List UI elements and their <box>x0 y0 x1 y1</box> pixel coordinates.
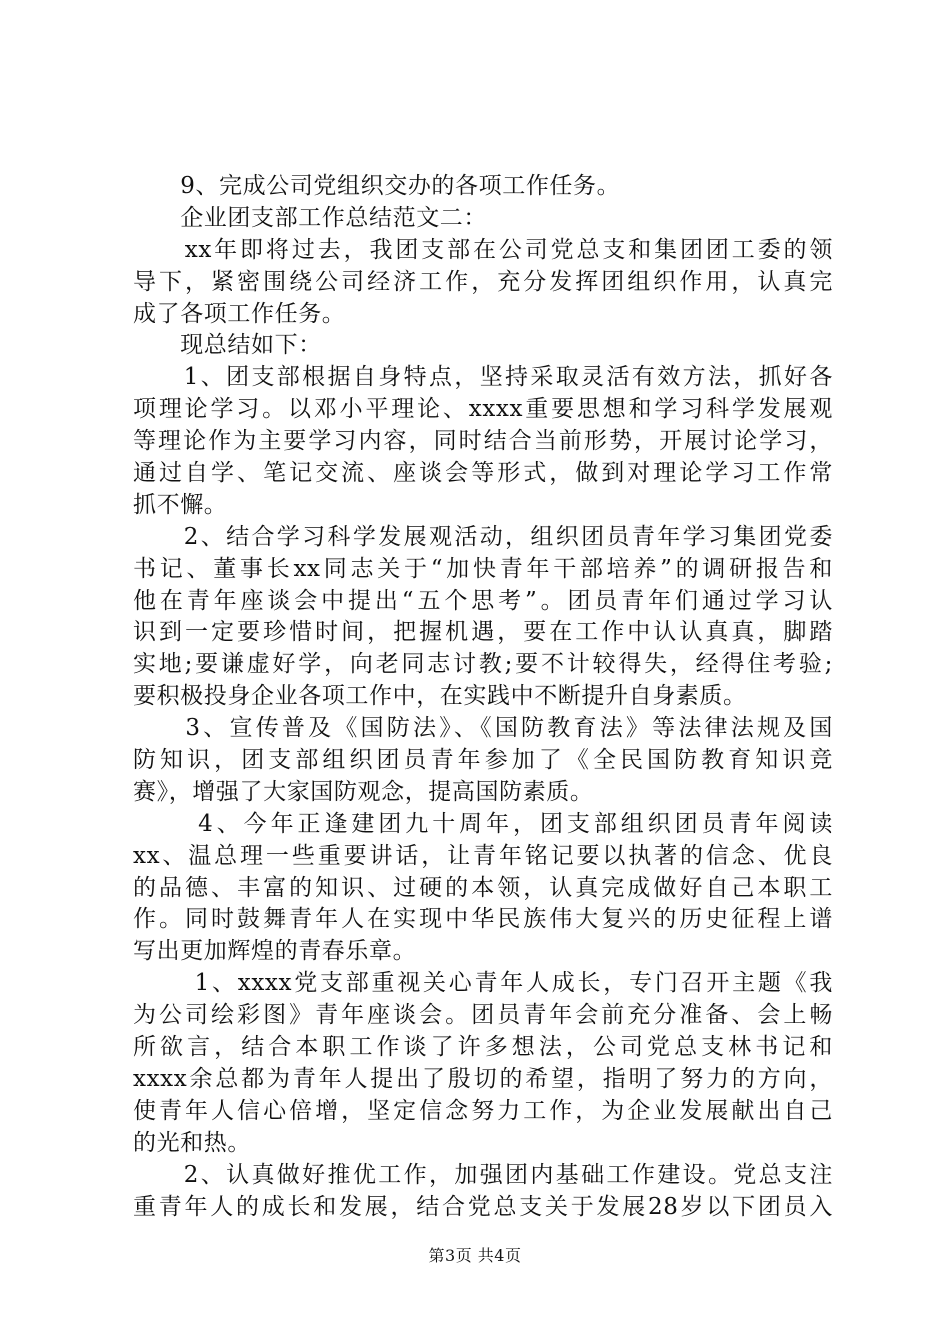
text-line: 作。同时鼓舞青年人在实现中华民族伟大复兴的历史征程上谱 <box>133 906 833 933</box>
text-line: 9、完成公司党组织交办的各项工作任务。 <box>133 173 621 199</box>
text-line: 3、宣传普及《国防法》、《国防教育法》等法律法规及国 <box>133 715 833 742</box>
text-line: 1、团支部根据自身特点，坚持采取灵活有效方法，抓好各 <box>133 364 833 391</box>
text-line: xx、温总理一些重要讲话，让青年铭记要以执著的信念、优良 <box>133 842 833 869</box>
text-line: 2、结合学习科学发展观活动，组织团员青年学习集团党委 <box>133 523 833 550</box>
text-line: 通过自学、笔记交流、座谈会等形式，做到对理论学习工作常 <box>133 460 833 487</box>
text-line: 的品德、丰富的知识、过硬的本领，认真完成做好自己本职工 <box>133 874 833 901</box>
text-line: 写出更加辉煌的青春乐章。 <box>133 938 417 965</box>
text-line: xxxx余总都为青年人提出了殷切的希望，指明了努力的方向， <box>133 1065 833 1092</box>
text-line: 1、xxxx党支部重视关心青年人成长，专门召开主题《我 <box>133 970 833 997</box>
text-line: 赛》，增强了大家国防观念，提高国防素质。 <box>133 778 594 805</box>
text-line: 识到一定要珍惜时间，把握机遇，要在工作中认认真真，脚踏 <box>133 619 833 646</box>
text-line: 所欲言，结合本职工作谈了许多想法，公司党总支林书记和 <box>133 1034 833 1061</box>
text-line: 现总结如下： <box>133 332 322 359</box>
text-line: xx年即将过去，我团支部在公司党总支和集团团工委的领 <box>133 236 833 263</box>
text-line: 项理论学习。以邓小平理论、xxxx重要思想和学习科学发展观 <box>133 396 833 423</box>
text-line: 他在青年座谈会中提出“五个思考”。团员青年们通过学习认 <box>133 587 833 614</box>
text-line: 企业团支部工作总结范文二： <box>133 204 487 231</box>
text-line: 要积极投身企业各项工作中，在实践中不断提升自身素质。 <box>133 683 747 710</box>
text-line: 导下，紧密围绕公司经济工作，充分发挥团组织作用，认真完 <box>133 268 833 295</box>
text-line: 书记、董事长xx同志关于“加快青年干部培养”的调研报告和 <box>133 555 833 582</box>
text-line: 4、今年正逢建团九十周年，团支部组织团员青年阅读 <box>133 810 833 837</box>
text-line: 实地;要谦虚好学，向老同志讨教;要不计较得失，经得住考验; <box>133 651 833 678</box>
text-line: 使青年人信心倍增，坚定信念努力工作，为企业发展献出自己 <box>133 1097 833 1124</box>
text-line: 成了各项工作任务。 <box>133 300 346 327</box>
text-line: 2、认真做好推优工作，加强团内基础工作建设。党总支注 <box>133 1161 833 1188</box>
text-line: 防知识，团支部组织团员青年参加了《全民国防教育知识竞 <box>133 747 833 774</box>
text-line: 为公司绘彩图》青年座谈会。团员青年会前充分准备、会上畅 <box>133 1002 833 1029</box>
text-line: 的光和热。 <box>133 1129 251 1156</box>
document-body <box>133 171 833 1223</box>
page-number-footer: 第3页 共4页 <box>428 1246 522 1265</box>
text-line: 重青年人的成长和发展，结合党总支关于发展28岁以下团员入 <box>133 1193 833 1220</box>
text-line: 等理论作为主要学习内容，同时结合当前形势，开展讨论学习， <box>133 428 833 455</box>
text-line: 抓不懈。 <box>133 491 228 518</box>
